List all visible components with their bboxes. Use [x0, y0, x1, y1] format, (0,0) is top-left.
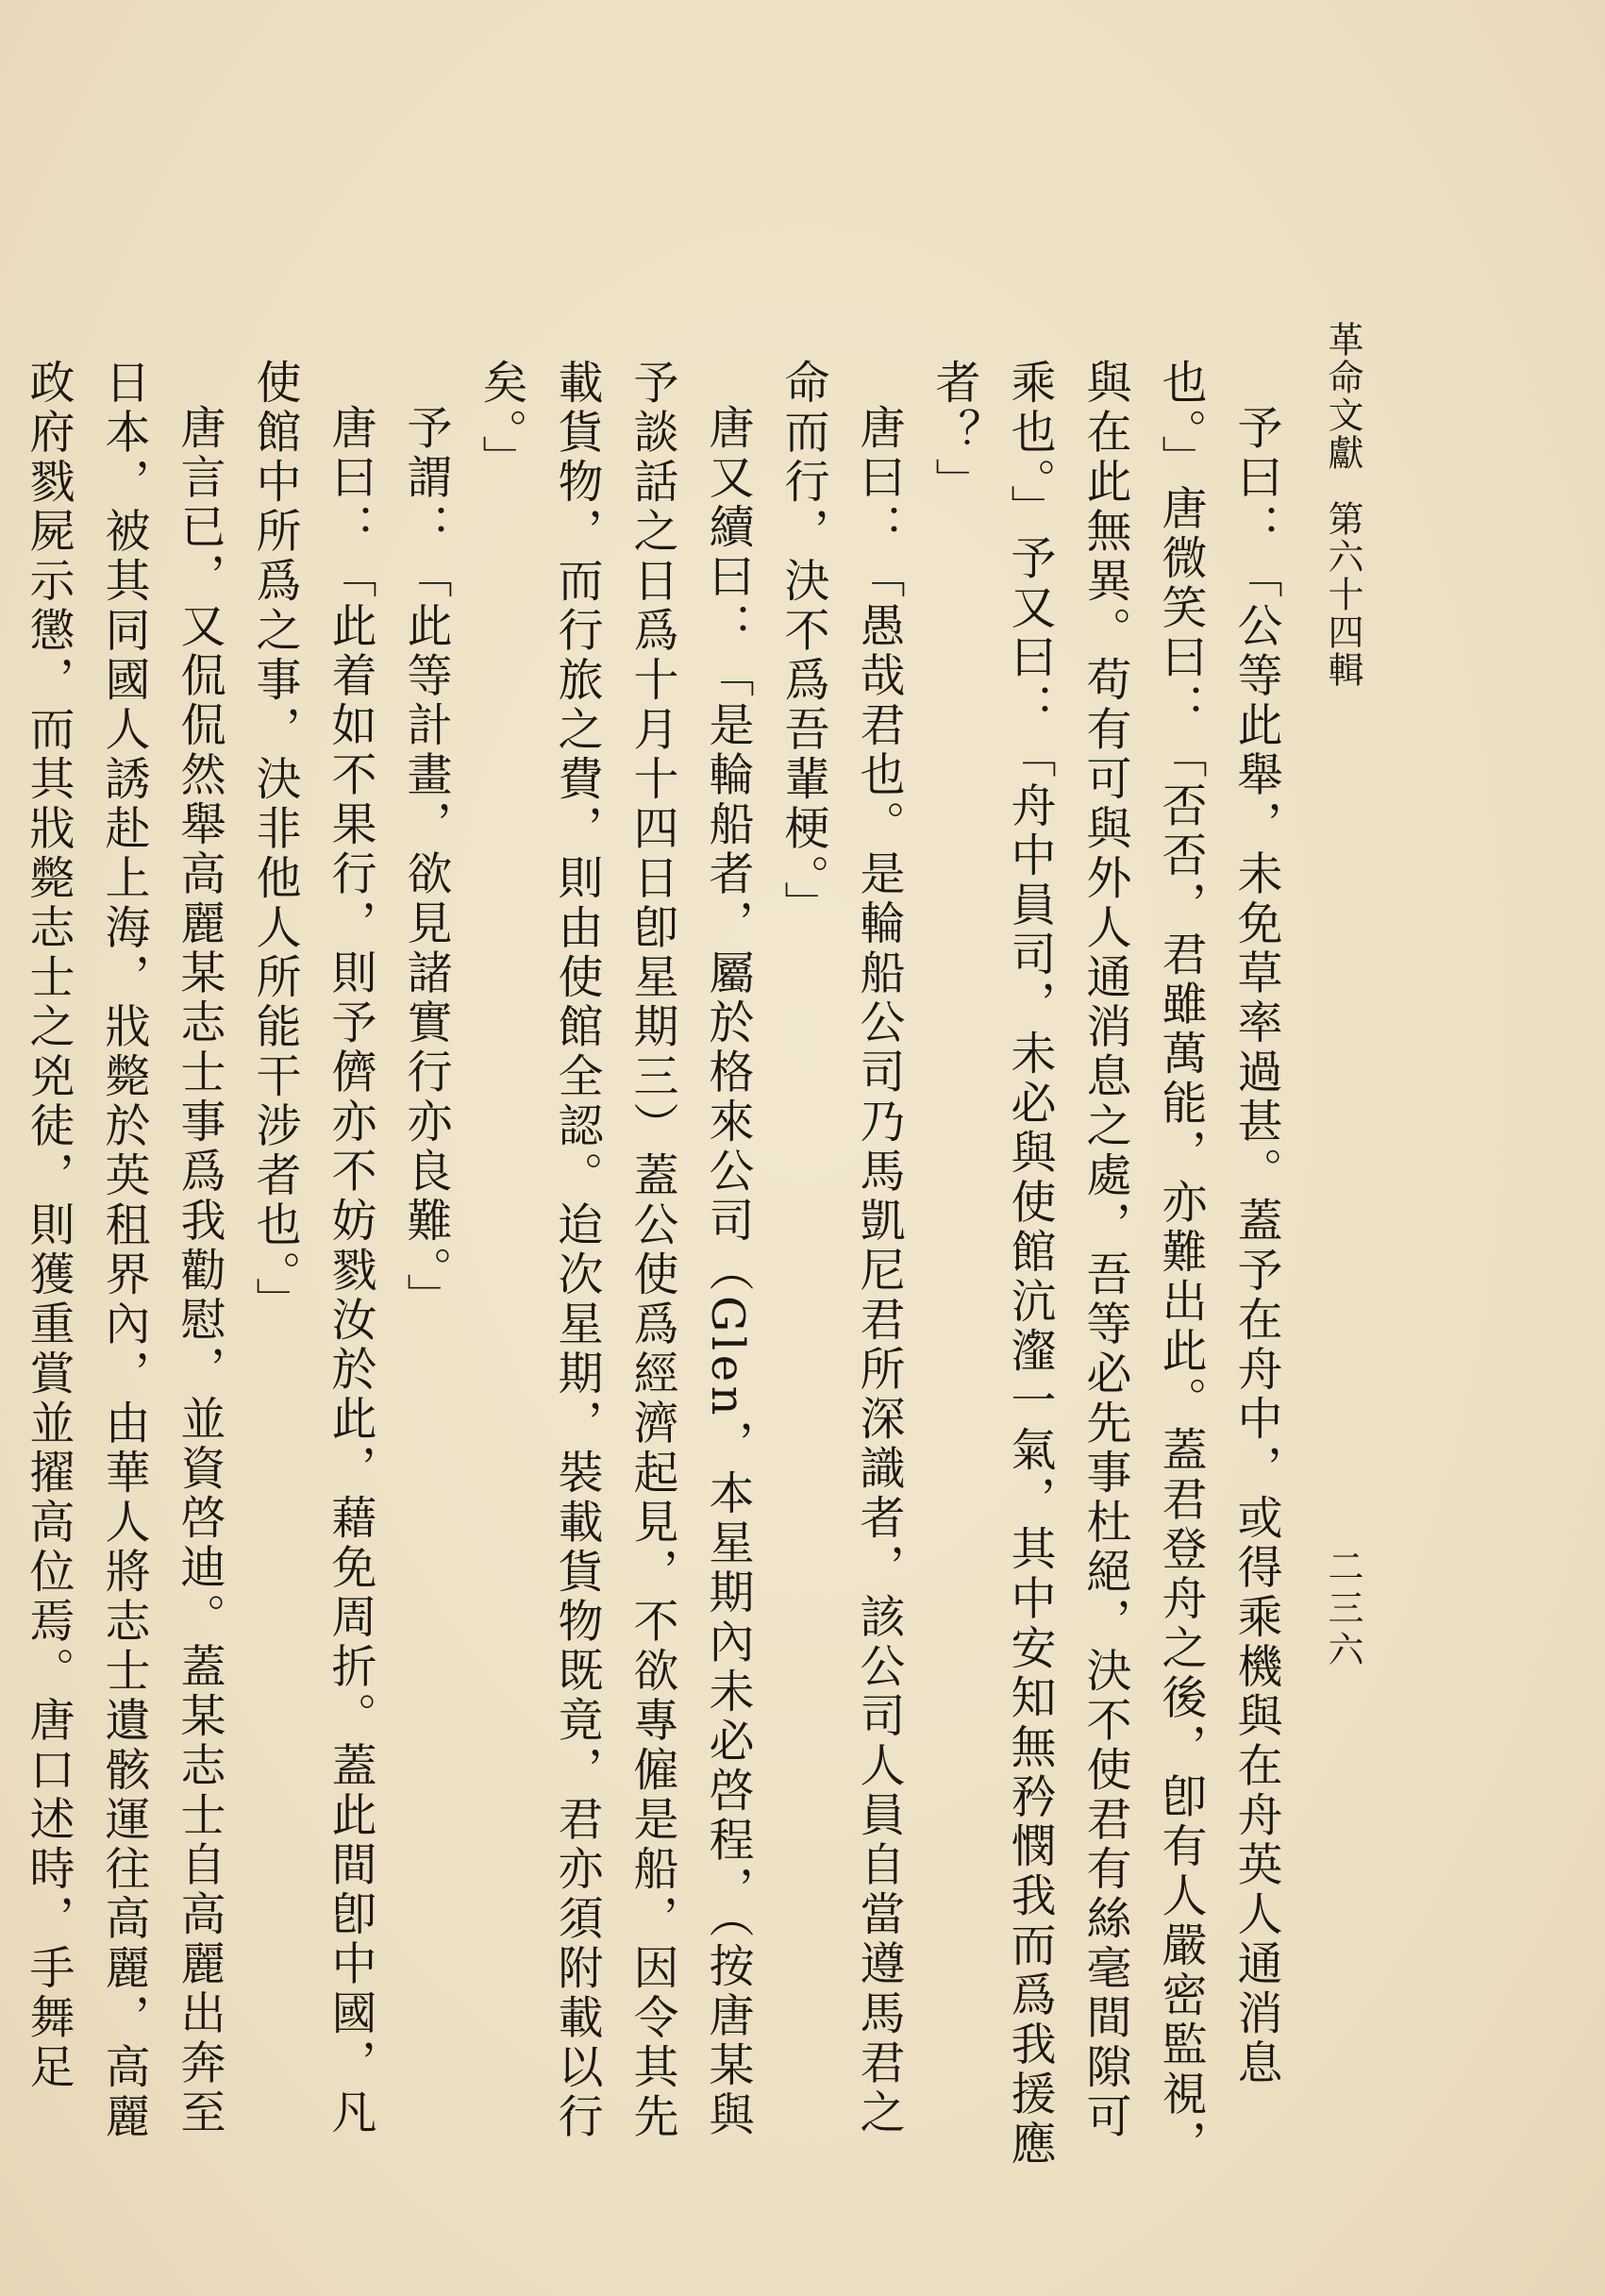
paragraph: 予謂：「此等計畫，欲見諸實行亦良難。」	[399, 404, 452, 1323]
paragraph: 唐曰：「此着如不果行，則予儕亦不妨戮汝於此，藉免周折。蓋此間卽中國，凡使館中所爲之事，決非他人所能干涉者也。」	[248, 359, 376, 2138]
page-number: 二三六	[1322, 1548, 1363, 1672]
paragraph: 予曰：「公等此舉，未免草率過甚。蓋予在舟中，或得乘機與在舟英人通消息也。」唐微笑曰：「否否，君雖萬能，亦難出此。蓋君登舟之後，卽有人嚴密監視，與在此無異。苟有可與外人通消息之處，吾等必先事杜絕，決不使君有絲毫間隙可乘也。」予又曰：「舟中員司，未必與使館沆瀣一氣，其中安知無矜憫我而爲我援應者？」	[928, 359, 1282, 2170]
paragraph: 唐言已，又侃侃然舉高麗某志士事爲我勸慰，並資啓迪。蓋某志士自高麗出奔至日本，被其同國人誘赴上海，戕斃於英租界內，由華人將志士遺骸運往高麗，高麗政府戮屍示懲，而其戕斃志士之兇徒，則獲重賞並擢高位焉。唐口述時，手舞足	[22, 359, 226, 2142]
paragraph: 唐又續曰：「是輪船者，屬於格來公司（Glen，本星期內未必啓程，（按唐某與予談話之日爲十月十四日卽星期三）蓋公使爲經濟起見，不欲專僱是船，因令其先載貨物，而行旅之費，則由使館全認。迨次星期，裝載貨物既竟，君亦須附載以行矣。」	[475, 359, 754, 2142]
running-header	[1317, 321, 1369, 689]
paragraph: 唐曰：「愚哉君也。是輪船公司乃馬凱尼君所深識者，該公司人員自當遵馬君之命而行，決不爲吾輩梗。」	[777, 359, 905, 2138]
body-text	[22, 359, 1294, 2170]
volume-label: 第六十四輯	[1322, 500, 1363, 689]
book-title: 革命文獻	[1322, 321, 1363, 472]
